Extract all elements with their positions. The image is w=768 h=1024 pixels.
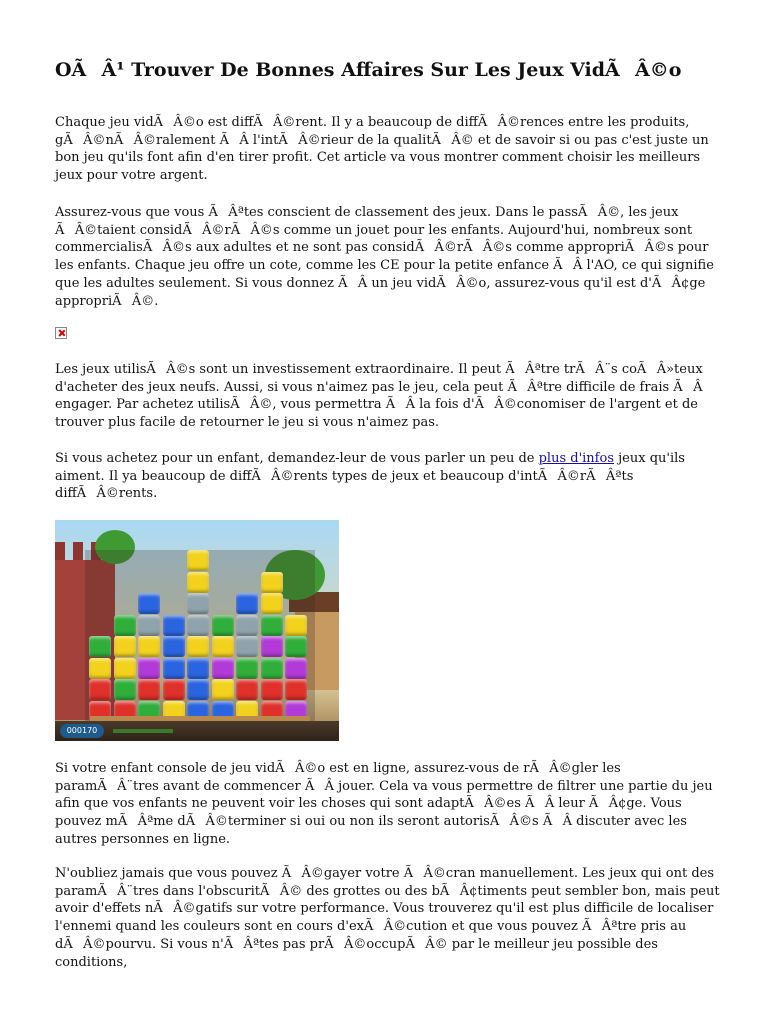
gem	[187, 636, 209, 657]
gem	[236, 593, 258, 614]
gem	[187, 550, 209, 571]
gem	[261, 679, 283, 700]
gem	[285, 615, 307, 636]
gem	[212, 615, 234, 636]
gem	[89, 658, 111, 679]
gem	[187, 572, 209, 593]
broken-image-icon	[55, 327, 67, 339]
gem	[236, 636, 258, 657]
gem	[138, 636, 160, 657]
gem	[138, 593, 160, 614]
paragraph-1: Chaque jeu vidÃÂ©o est diffÃÂ©rent. Il y a beaucoup de diffÃÂ©rences entre les produits, gÃÂ©nÃÂ©ralement ÃÂ l'intÃÂ©rieur de la qualitÃÂ© et de savoir si ou pas c'est juste un bon jeu qu'ils font afin d'en tirer profit. Cet article va vous montrer comment choisir les meilleurs jeux pour votre argent.	[55, 115, 709, 184]
gem	[285, 636, 307, 657]
gem	[212, 658, 234, 679]
gem	[212, 679, 234, 700]
gem	[261, 572, 283, 593]
gem	[138, 658, 160, 679]
gem	[236, 658, 258, 679]
gem	[261, 615, 283, 636]
gem	[261, 593, 283, 614]
gem	[114, 679, 136, 700]
gem	[187, 615, 209, 636]
article-title: OÃÂ¹ Trouver De Bonnes Affaires Sur Les Jeux VidÃÂ©o	[55, 59, 682, 81]
gem	[285, 679, 307, 700]
paragraph-3: Les jeux utilisÃÂ©s sont un investissement extraordinaire. Il peut ÃÂªtre trÃÂ¨s coÃÂ»teux d'acheter des jeux neufs. Aussi, si vous n'aimez pas le jeu, cela peut ÃÂªtre difficile de frais ÃÂ engager. Par achetez utilisÃÂ©, vous permettra ÃÂ la fois d'ÃÂ©conomiser de l'argent et de trouver plus facile de retourner le jeu si vous n'aimez pas.	[55, 362, 703, 431]
gem	[163, 679, 185, 700]
gem	[138, 679, 160, 700]
gem	[212, 636, 234, 657]
paragraph-4-text-end: jeux qu'ils aiment. Il ya beaucoup de diffÃÂ©rents types de jeux et beaucoup d'intÃÂ©rÃÂªts diffÃÂ©rents.	[55, 451, 685, 502]
paragraph-2: Assurez-vous que vous ÃÂªtes conscient de classement des jeux. Dans le passÃÂ©, les jeux ÃÂ©taient considÃÂ©rÃÂ©s comme un jouet pour les enfants. Aujourd'hui, nombreux sont commercialisÃÂ©s aux adultes et ne sont pas considÃÂ©rÃÂ©s comme appropriÃÂ©s pour les enfants. Chaque jeu offre un cote, comme les CE pour la petite enfance ÃÂ l'AO, ce qui signifie que les adultes seulement. Si vous donnez ÃÂ un jeu vidÃÂ©o, assurez-vous qu'il est d'ÃÂ¢ge appropriÃÂ©.	[55, 205, 714, 309]
gem	[114, 658, 136, 679]
gem	[163, 615, 185, 636]
gem	[261, 636, 283, 657]
paragraph-6: N'oubliez jamais que vous pouvez ÃÂ©gayer votre ÃÂ©cran manuellement. Les jeux qui ont des paramÃÂ¨tres dans l'obscuritÃÂ© des grottes ou des bÃÂ¢timents peut sembler bon, mais peut avoir d'effets nÃÂ©gatifs sur votre performance. Vous trouverez qu'il est plus difficile de localiser l'ennemi quand les couleurs sont en cours d'exÃÂ©cution et que vous pouvez ÃÂªtre pris au dÃÂ©pourvu. Si vous n'ÃÂªtes pas prÃÂ©occupÃÂ© par le meilleur jeu possible des conditions,	[55, 866, 720, 970]
gem	[89, 679, 111, 700]
paragraph-4	[55, 450, 720, 503]
gem	[163, 658, 185, 679]
gem	[187, 593, 209, 614]
game-screenshot	[55, 520, 339, 741]
gem	[187, 679, 209, 700]
gem	[236, 679, 258, 700]
gem	[236, 615, 258, 636]
gem	[285, 658, 307, 679]
gem	[261, 658, 283, 679]
gem	[114, 615, 136, 636]
progress-bar	[113, 729, 173, 733]
paragraph-5: Si votre enfant console de jeu vidÃÂ©o est en ligne, assurez-vous de rÃÂ©gler les paramÃÂ¨tres avant de commencer ÃÂ jouer. Cela va vous permettre de filtrer une partie du jeu afin que vos enfants ne peuvent voir les choses qui sont adaptÃÂ©es ÃÂ leur ÃÂ¢ge. Vous pouvez mÃÂªme dÃÂ©terminer si oui ou non ils seront autorisÃÂ©s ÃÂ discuter avec les autres personnes en ligne.	[55, 761, 713, 847]
paragraph-4-text-start: Si vous achetez pour un enfant, demandez-leur de vous parler un peu de	[55, 451, 539, 466]
gem	[89, 636, 111, 657]
game-score: 000170	[60, 724, 104, 738]
gem	[114, 636, 136, 657]
more-info-link[interactable]: plus d'infos	[538, 451, 614, 466]
gem	[187, 658, 209, 679]
gem	[163, 636, 185, 657]
gem	[138, 615, 160, 636]
